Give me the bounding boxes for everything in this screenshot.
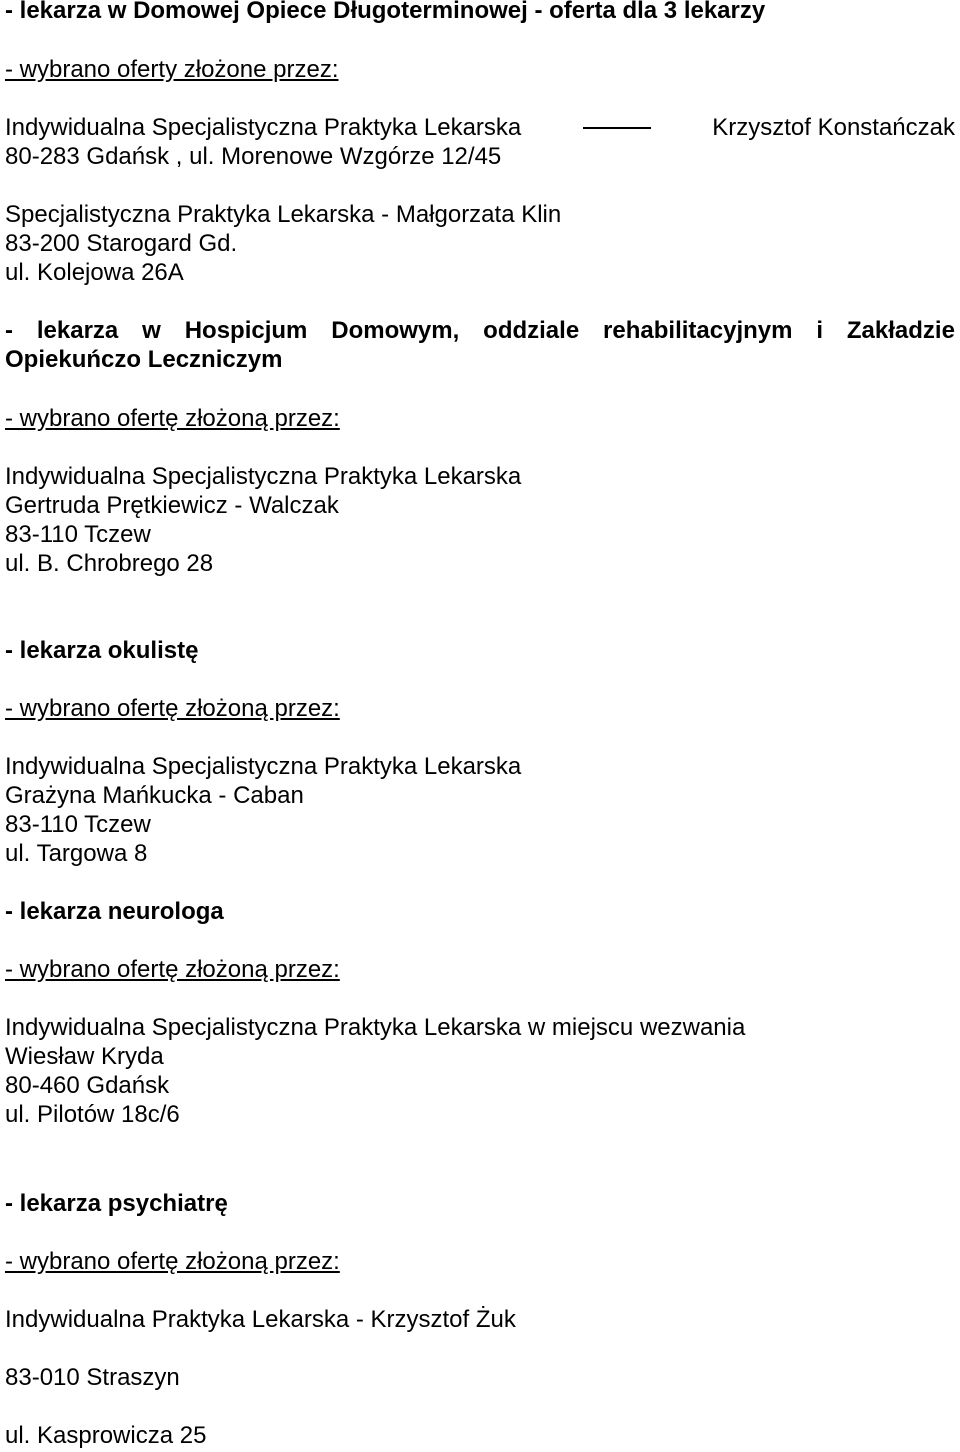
- section2-person: Gertruda Prętkiewicz - Walczak: [5, 492, 339, 519]
- section4-heading: - lekarza neurologa: [5, 898, 224, 925]
- section2-heading-word: lekarza: [36, 317, 119, 344]
- section5-heading: - lekarza psychiatrę: [5, 1190, 228, 1217]
- section5-street: ul. Kasprowicza 25: [5, 1422, 207, 1449]
- section3-person: Grażyna Mańkucka - Caban: [5, 782, 304, 809]
- section1-offer1-name-line: [5, 113, 955, 142]
- section1-chosen-label: - wybrano oferty złożone przez:: [5, 56, 339, 83]
- section4-city: 80-460 Gdańsk: [5, 1072, 170, 1099]
- section3-chosen-label: - wybrano ofertę złożoną przez:: [5, 695, 340, 722]
- section2-heading-word: Zakładzie: [846, 317, 955, 344]
- section2-heading-word: w: [142, 317, 161, 344]
- section4-chosen-label: - wybrano ofertę złożoną przez:: [5, 956, 340, 983]
- section2-heading-word: -: [5, 317, 13, 344]
- section3-name: Indywidualna Specjalistyczna Praktyka Lekarska: [5, 753, 522, 780]
- section5-name: Indywidualna Praktyka Lekarska - Krzysztof Żuk: [5, 1306, 516, 1333]
- section2-heading-word: rehabilitacyjnym: [603, 317, 793, 344]
- section2-heading-word: oddziale: [483, 317, 580, 344]
- section4-person: Wiesław Kryda: [5, 1043, 164, 1070]
- section2-city: 83-110 Tczew: [5, 521, 151, 548]
- section2-heading-line1: [5, 316, 955, 345]
- section1-offer2-city: 83-200 Starogard Gd.: [5, 230, 238, 257]
- section2-heading-word: Domowym,: [331, 317, 460, 344]
- section2-heading-word: i: [816, 317, 824, 344]
- section2-street: ul. B. Chrobrego 28: [5, 550, 214, 577]
- section1-offer2-name: Specjalistyczna Praktyka Lekarska - Małgorzata Klin: [5, 201, 562, 228]
- section1-offer1-name-b: Krzysztof Konstańczak: [712, 114, 955, 141]
- section1-heading: - lekarza w Domowej Opiece Długoterminowej - oferta dla 3 lekarzy: [5, 0, 766, 24]
- section2-name: Indywidualna Specjalistyczna Praktyka Lekarska: [5, 463, 522, 490]
- section3-heading: - lekarza okulistę: [5, 637, 199, 664]
- section2-heading-line2: Opiekuńczo Leczniczym: [5, 346, 283, 373]
- dash-separator: [583, 127, 651, 129]
- section3-street: ul. Targowa 8: [5, 840, 148, 867]
- section1-offer2-street: ul. Kolejowa 26A: [5, 259, 184, 286]
- section5-city: 83-010 Straszyn: [5, 1364, 180, 1391]
- section1-offer1-address: 80-283 Gdańsk , ul. Morenowe Wzgórze 12/45: [5, 143, 502, 170]
- section5-chosen-label: - wybrano ofertę złożoną przez:: [5, 1248, 340, 1275]
- section4-name: Indywidualna Specjalistyczna Praktyka Lekarska w miejscu wezwania: [5, 1014, 746, 1041]
- section2-heading-word: Hospicjum: [184, 317, 308, 344]
- section1-offer1-name-a: Indywidualna Specjalistyczna Praktyka Lekarska: [5, 114, 522, 141]
- section4-street: ul. Pilotów 18c/6: [5, 1101, 180, 1128]
- section3-city: 83-110 Tczew: [5, 811, 151, 838]
- section2-chosen-label: - wybrano ofertę złożoną przez:: [5, 405, 340, 432]
